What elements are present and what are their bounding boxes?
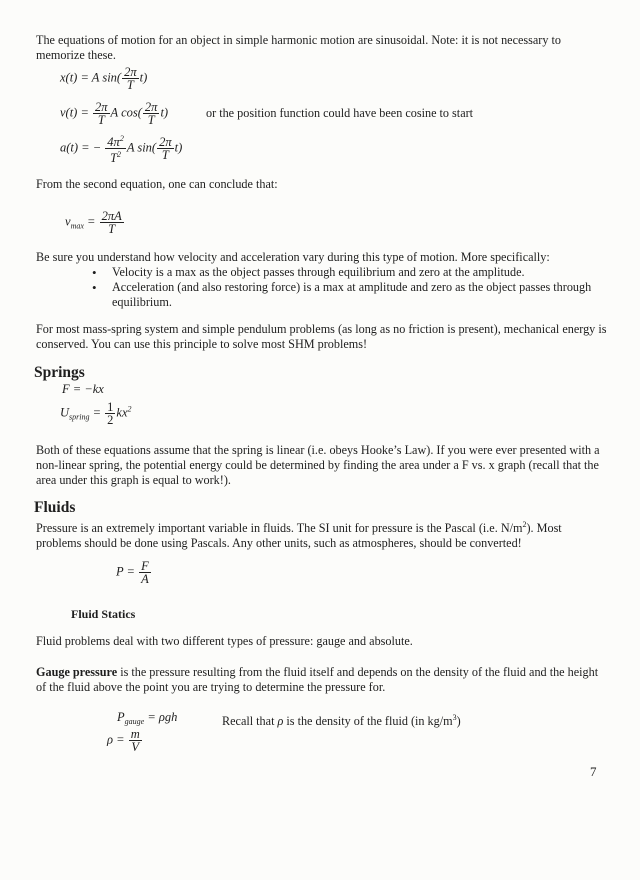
density-equation: ρ = $\frac{m}{V}$ <box>107 727 140 754</box>
cosine-note: or the position function could have been cosine to start <box>206 106 474 120</box>
vmax-equation: $v_{max}$ = $\frac{2\pi A}{T}$ <box>65 209 122 236</box>
acceleration-equation: a(t) = − $\frac{4\pi^2}{T^2}$ A sin( $\frac{2\pi}{T}$ t) <box>60 134 183 165</box>
gauge-pressure-definition: is the pressure resulting from the fluid itself and depends on the density of the fluid and the height of the fluid above the point you are trying to determine the pressure for. <box>36 665 599 694</box>
pressure-text-part-a: Pressure is an extremely important variable in fluids. The SI unit for pressure is the Pascal (i.e. N/m <box>36 521 523 535</box>
position-equation: x(t) = A sin( $\frac{2\pi}{T}$ t) <box>60 65 148 92</box>
density-unit-exponent: 3 <box>452 713 457 722</box>
gauge-pressure-paragraph <box>36 665 610 695</box>
density-note <box>222 710 461 729</box>
pressure-equation: P = $\frac{F}{A}$ <box>116 559 149 586</box>
velocity-equation: v(t) = $\frac{2\pi}{T}$ A cos( $\frac{2\pi}{T}$ t) <box>60 100 169 127</box>
bullet-acceleration: • Acceleration (and also restoring force) is a max at amplitude and zero as the object passes through equilibrium. <box>92 280 592 310</box>
density-note-lead: Recall that <box>222 714 278 728</box>
fluids-heading: Fluids <box>34 499 76 516</box>
energy-conservation-text: For most mass-spring system and simple pendulum problems (as long as no friction is present), mechanical energy is conserved. You can use this principle to solve most SHM problems! <box>36 322 607 351</box>
gauge-pressure-equation: $P_{gauge} = \rho gh$ <box>117 710 178 726</box>
page-number: 7 <box>590 764 597 779</box>
pressure-text-part-b: ). Most problems should be done using Pascals. Any other units, such as atmospheres, should be converted! <box>36 521 562 550</box>
linear-spring-text: Both of these equations assume that the spring is linear (i.e. obeys Hooke’s Law). If you were ever presented with a non-linear spring, the potential energy could be determined by finding the area under a F vs. x graph (recall that the area under this graph is equal to work!). <box>36 443 600 487</box>
density-note-close: ) <box>456 714 461 728</box>
rho-symbol: ρ <box>277 714 284 728</box>
hookes-law-equation: F = −kx <box>62 382 104 396</box>
second-equation-text: From the second equation, one can conclude that: <box>36 177 278 191</box>
motion-variation-text: Be sure you understand how velocity and acceleration vary during this type of motion. More specifically: <box>36 250 550 264</box>
springs-heading: Springs <box>34 364 85 381</box>
pressure-types-text: Fluid problems deal with two different types of pressure: gauge and absolute. <box>36 634 413 648</box>
motion-bullet-list <box>92 265 592 310</box>
pressure-text <box>36 517 610 551</box>
shm-intro-paragraph: The equations of motion for an object in simple harmonic motion are sinusoidal. Note: it is not necessary to memorize these. <box>36 33 561 62</box>
bullet-velocity: • Velocity is a max as the object passes through equilibrium and zero at the amplitude. <box>92 265 592 280</box>
gauge-pressure-term: Gauge pressure <box>36 665 118 679</box>
density-note-body: is the density of the fluid (in kg/m <box>283 714 453 728</box>
fluid-statics-heading: Fluid Statics <box>71 607 136 621</box>
spring-potential-equation: $U_{spring}$ = $\frac{1}{2}$ $kx^2$ <box>60 400 132 427</box>
pressure-unit-exponent: 2 <box>522 520 527 529</box>
